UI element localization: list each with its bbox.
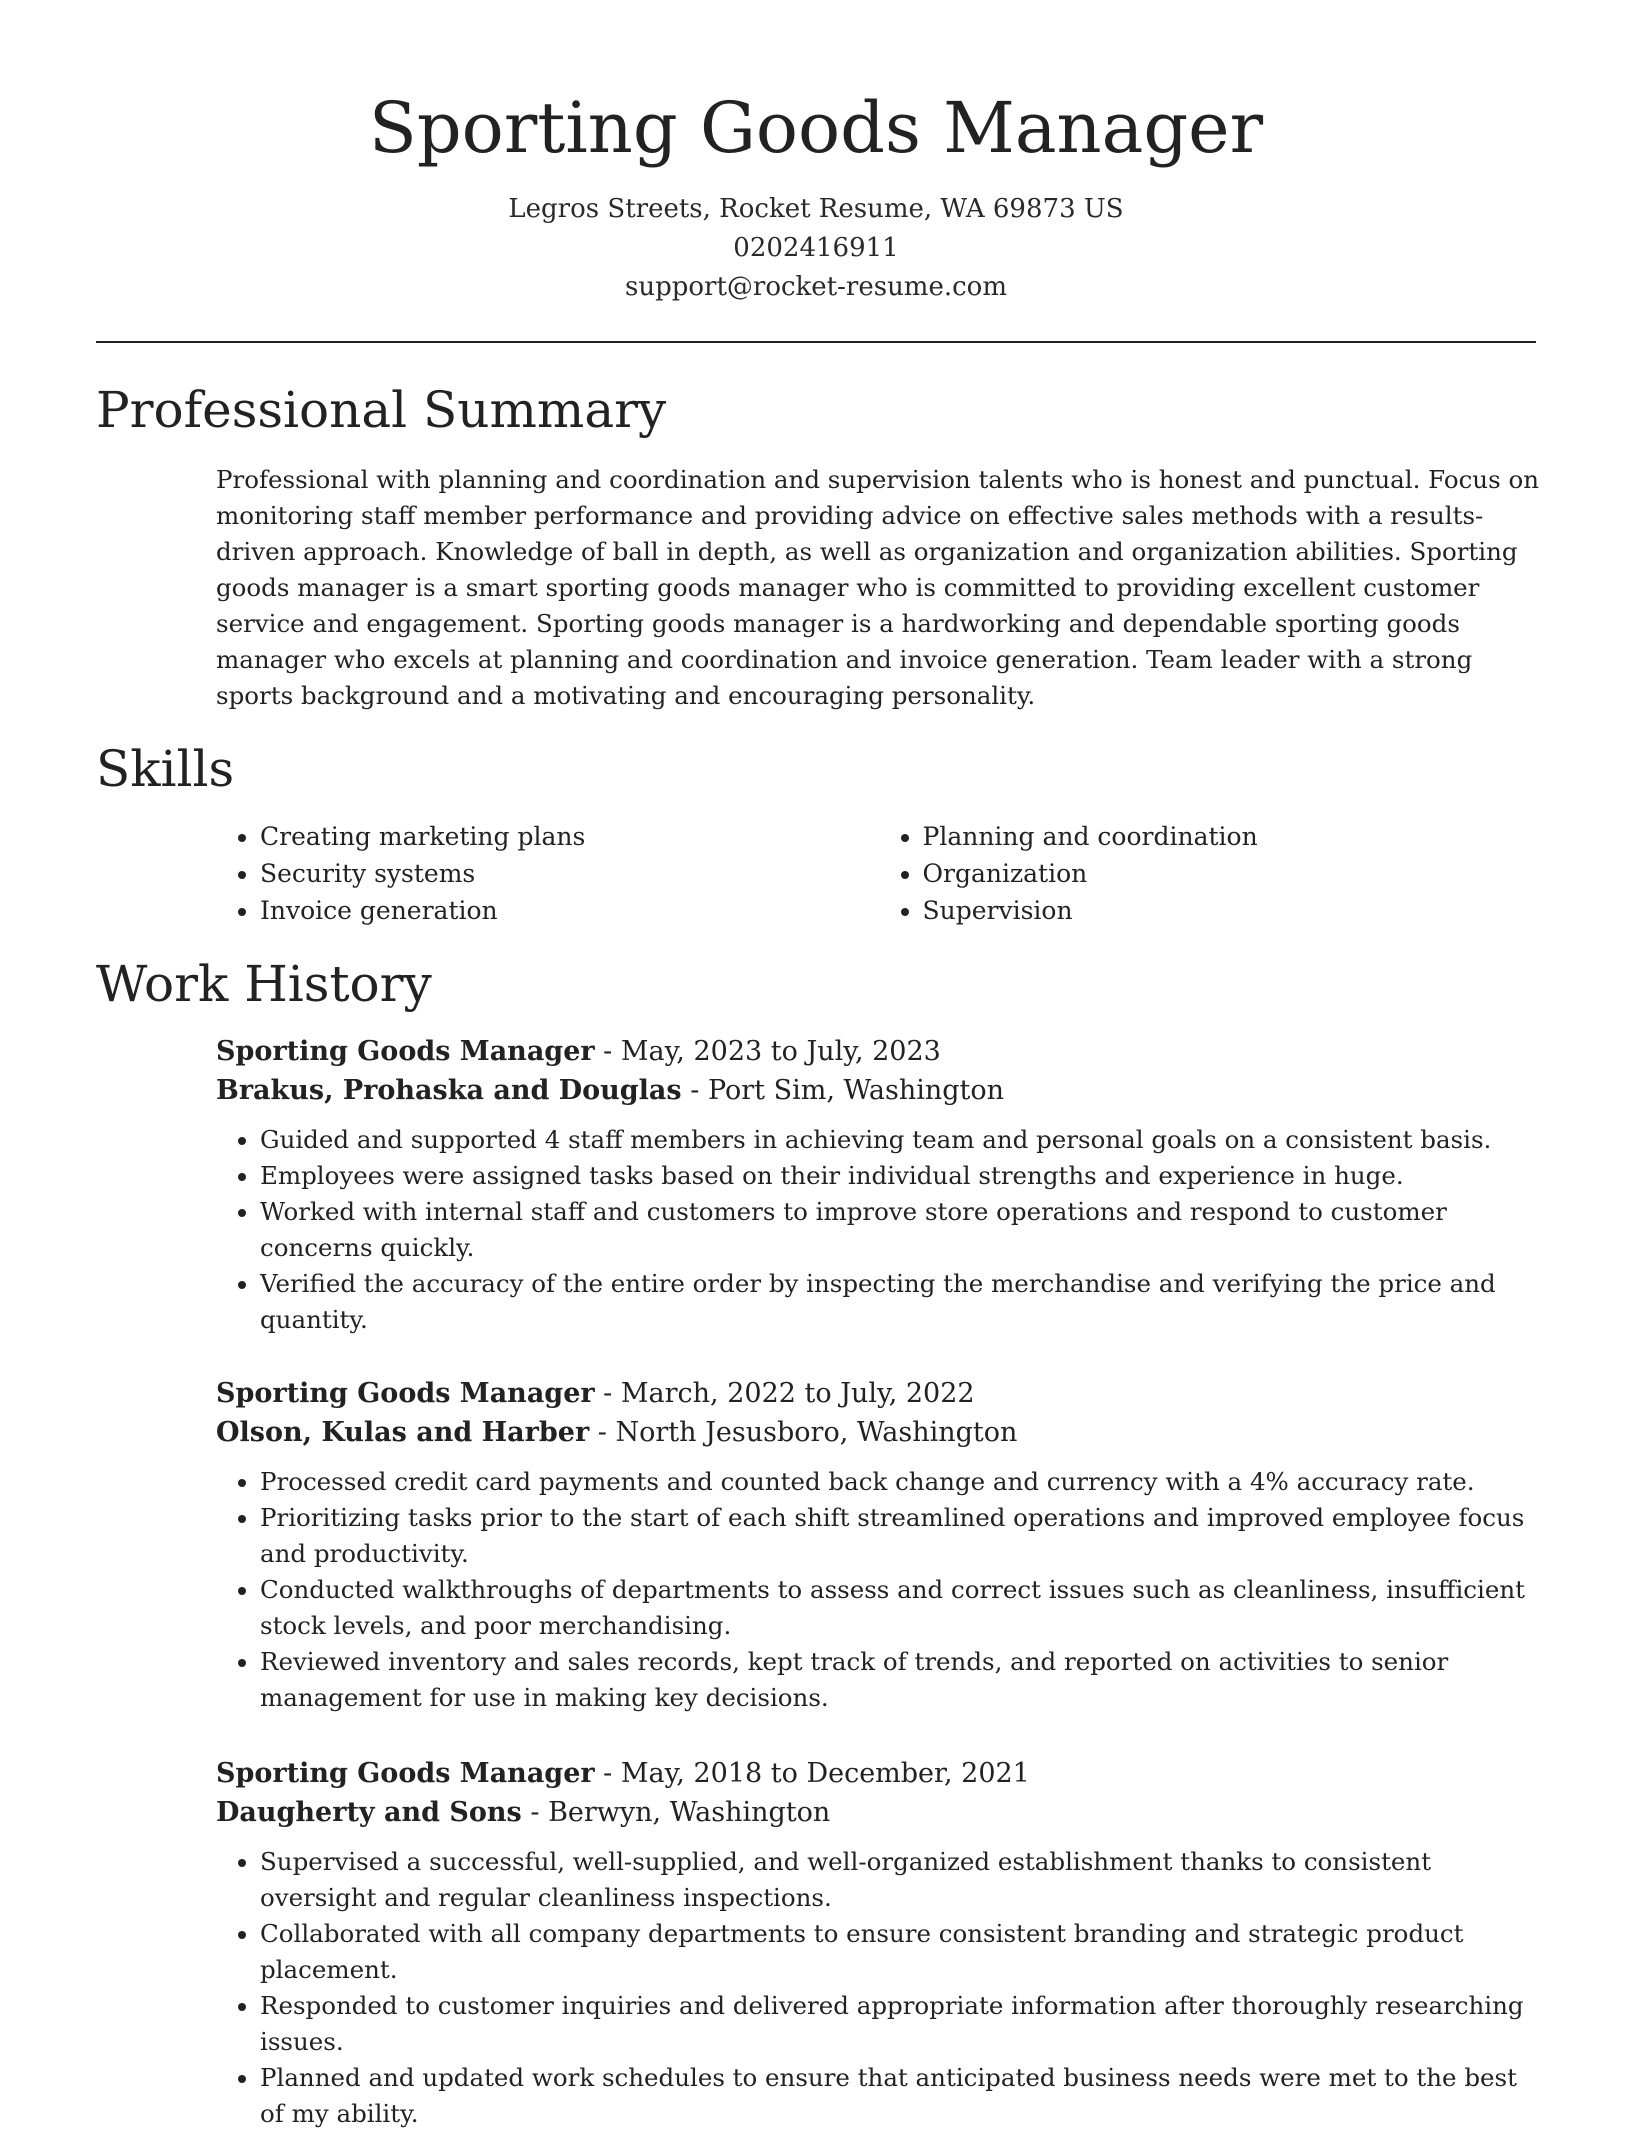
skill-item: • Planning and coordination <box>923 818 1542 855</box>
resume-header <box>0 0 1632 307</box>
job-location: Port Sim, Washington <box>707 1075 1005 1106</box>
job-bullets <box>216 1122 1541 1338</box>
job-company-line <box>216 1793 1541 1832</box>
job-dates: March, 2022 to July, 2022 <box>620 1378 975 1409</box>
skill-item: • Security systems <box>260 855 879 892</box>
job-company-line <box>216 1071 1541 1110</box>
separator: - <box>681 1075 708 1106</box>
job-company-line <box>216 1413 1541 1452</box>
skill-item: • Invoice generation <box>260 892 879 929</box>
job-company: Olson, Kulas and Harber <box>216 1417 590 1448</box>
contact-address: Legros Streets, Rocket Resume, WA 69873 US <box>508 194 1124 224</box>
job-title-line <box>216 1032 1541 1071</box>
separator: - <box>594 1378 621 1409</box>
skill-item: • Creating marketing plans <box>260 818 879 855</box>
job-bullets <box>216 1464 1541 1716</box>
job-title-line <box>216 1754 1541 1793</box>
job-bullet: • Conducted walkthroughs of departments to assess and correct issues such as cleanliness, insufficient stock levels, and poor merchandising. <box>260 1572 1541 1644</box>
job-location: North Jesusboro, Washington <box>615 1417 1018 1448</box>
job-bullet: • Supervised a successful, well-supplied, and well-organized establishment thanks to consistent oversight and regular cleanliness inspections. <box>260 1844 1541 1916</box>
contact-phone: 0202416911 <box>733 233 899 263</box>
summary-heading: Professional Summary <box>96 381 667 439</box>
job-bullet: • Prioritizing tasks prior to the start of each shift streamlined operations and improved employee focus and productivity. <box>260 1500 1541 1572</box>
skills-list <box>216 818 1541 929</box>
job-role: Sporting Goods Manager <box>216 1036 595 1067</box>
summary-text: Professional with planning and coordination and supervision talents who is honest and punctual. Focus on monitoring staff member performance and providing advice on effective sales methods with a results-driven approach. Knowledge of ball in depth, as well as organization and organization abilities. Sporting goods manager is a smart sporting goods manager who is committed to providing excellent customer service and engagement. Sporting goods manager is a hardworking and dependable sporting goods manager who excels at planning and coordination and invoice generation. Team leader with a strong sports background and a motivating and encouraging personality. <box>216 465 1539 710</box>
separator: - <box>594 1758 621 1789</box>
skills-column-left <box>216 818 879 929</box>
job-dates: May, 2023 to July, 2023 <box>620 1036 941 1067</box>
skills-heading: Skills <box>96 740 235 798</box>
contact-email: support@rocket-resume.com <box>624 272 1007 302</box>
job-bullet: • Collaborated with all company departments to ensure consistent branding and strategic product placement. <box>260 1916 1541 1988</box>
job-dates: May, 2018 to December, 2021 <box>620 1758 1030 1789</box>
separator: - <box>594 1036 621 1067</box>
job-bullet: • Verified the accuracy of the entire order by inspecting the merchandise and verifying the price and quantity. <box>260 1266 1541 1338</box>
job-role: Sporting Goods Manager <box>216 1758 595 1789</box>
job-bullet: • Planned and updated work schedules to ensure that anticipated business needs were met to the best of my ability. <box>260 2060 1541 2132</box>
candidate-name: Sporting Goods Manager <box>368 87 1264 169</box>
separator: - <box>521 1797 549 1828</box>
job-bullets <box>216 1844 1541 2132</box>
job-company: Brakus, Prohaska and Douglas <box>216 1075 682 1106</box>
job-bullet: • Responded to customer inquiries and delivered appropriate information after thoroughly researching issues. <box>260 1988 1541 2060</box>
skills-column-right <box>879 818 1542 929</box>
header-divider <box>96 341 1536 343</box>
job-bullet: • Reviewed inventory and sales records, kept track of trends, and reported on activities to senior management for use in making key decisions. <box>260 1644 1541 1716</box>
job-bullet: • Employees were assigned tasks based on their individual strengths and experience in huge. <box>260 1158 1541 1194</box>
job-title-line <box>216 1374 1541 1413</box>
job-entry <box>216 1754 1541 2132</box>
skill-item: • Supervision <box>923 892 1542 929</box>
work-history-heading: Work History <box>96 955 432 1013</box>
job-role: Sporting Goods Manager <box>216 1378 595 1409</box>
job-entry <box>216 1032 1541 1338</box>
job-company: Daugherty and Sons <box>216 1797 522 1828</box>
job-bullet: • Processed credit card payments and counted back change and currency with a 4% accuracy rate. <box>260 1464 1541 1500</box>
skill-item: • Organization <box>923 855 1542 892</box>
job-location: Berwyn, Washington <box>548 1797 831 1828</box>
separator: - <box>589 1417 616 1448</box>
job-bullet: • Guided and supported 4 staff members in achieving team and personal goals on a consistent basis. <box>260 1122 1541 1158</box>
job-bullet: • Worked with internal staff and customers to improve store operations and respond to customer concerns quickly. <box>260 1194 1541 1266</box>
job-entry <box>216 1374 1541 1716</box>
